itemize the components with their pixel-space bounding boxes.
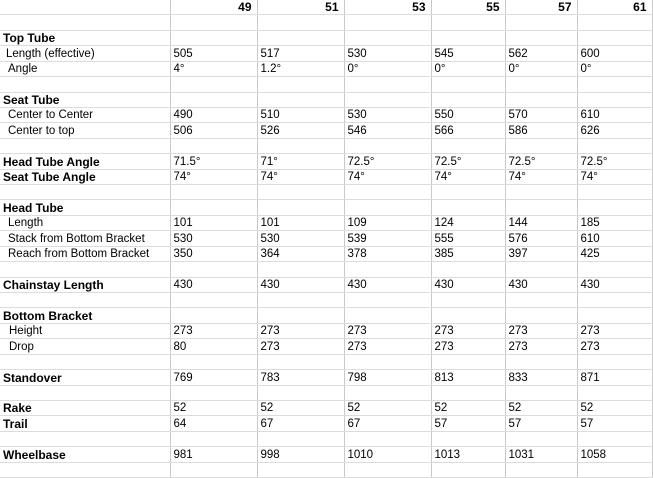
value-cell[interactable]: 430	[505, 277, 577, 292]
row-label[interactable]: Length (effective)	[0, 46, 170, 61]
value-cell[interactable]: 517	[257, 46, 344, 61]
table-row-seat-tube	[0, 92, 652, 107]
empty-cell[interactable]	[431, 431, 505, 446]
table-row-chainstay-length	[0, 277, 652, 292]
empty-cell[interactable]	[0, 15, 170, 30]
section-label[interactable]: Top Tube	[0, 30, 170, 45]
value-cell[interactable]: 273	[431, 323, 505, 338]
value-cell[interactable]: 430	[431, 277, 505, 292]
blank-row	[0, 293, 652, 308]
empty-cell[interactable]	[344, 92, 431, 107]
empty-cell[interactable]	[431, 262, 505, 277]
table-row-length	[0, 215, 652, 230]
value-cell[interactable]: 526	[257, 123, 344, 138]
value-cell[interactable]: 273	[344, 323, 431, 338]
row-label[interactable]: Drop	[0, 339, 170, 354]
value-cell[interactable]: 530	[344, 46, 431, 61]
table-row-stack-from-bottom-bracket	[0, 231, 652, 246]
value-cell[interactable]: 185	[577, 215, 652, 230]
section-label[interactable]: Seat Tube	[0, 92, 170, 107]
empty-cell[interactable]	[257, 185, 344, 200]
blank-row	[0, 185, 652, 200]
empty-cell[interactable]	[577, 15, 652, 30]
value-cell[interactable]: 783	[257, 370, 344, 385]
value-cell[interactable]: 72.5°	[344, 154, 431, 169]
empty-cell[interactable]	[257, 431, 344, 446]
empty-cell[interactable]	[431, 77, 505, 92]
empty-cell[interactable]	[505, 15, 577, 30]
empty-cell[interactable]	[505, 308, 577, 323]
value-cell[interactable]: 72.5°	[505, 154, 577, 169]
blank-row	[0, 138, 652, 153]
value-cell[interactable]: 0°	[344, 61, 431, 76]
empty-cell[interactable]	[505, 185, 577, 200]
empty-cell[interactable]	[505, 462, 577, 477]
empty-cell[interactable]	[344, 15, 431, 30]
empty-cell[interactable]	[577, 30, 652, 45]
value-cell[interactable]: 600	[577, 46, 652, 61]
empty-cell[interactable]	[344, 185, 431, 200]
value-cell[interactable]: 74°	[257, 169, 344, 184]
value-cell[interactable]: 52	[170, 400, 257, 415]
value-cell[interactable]: 798	[344, 370, 431, 385]
empty-cell[interactable]	[431, 30, 505, 45]
empty-cell[interactable]	[170, 77, 257, 92]
value-cell[interactable]: 144	[505, 215, 577, 230]
size-header-51[interactable]: 51	[257, 0, 344, 15]
row-label[interactable]: Stack from Bottom Bracket	[0, 231, 170, 246]
section-label[interactable]: Trail	[0, 416, 170, 431]
value-cell[interactable]: 74°	[170, 169, 257, 184]
value-cell[interactable]: 52	[257, 400, 344, 415]
empty-cell[interactable]	[344, 462, 431, 477]
empty-cell[interactable]	[0, 293, 170, 308]
empty-cell[interactable]	[505, 200, 577, 215]
table-row-reach-from-bottom-bracket	[0, 246, 652, 261]
blank-row	[0, 15, 652, 30]
empty-cell[interactable]	[431, 185, 505, 200]
empty-cell[interactable]	[257, 354, 344, 369]
empty-cell[interactable]	[431, 200, 505, 215]
value-cell[interactable]: 586	[505, 123, 577, 138]
value-cell[interactable]: 626	[577, 123, 652, 138]
value-cell[interactable]: 101	[170, 215, 257, 230]
value-cell[interactable]: 510	[257, 107, 344, 122]
empty-cell[interactable]	[344, 308, 431, 323]
value-cell[interactable]: 71°	[257, 154, 344, 169]
empty-cell[interactable]	[170, 30, 257, 45]
value-cell[interactable]: 813	[431, 370, 505, 385]
size-header-55[interactable]: 55	[431, 0, 505, 15]
value-cell[interactable]: 998	[257, 447, 344, 462]
value-cell[interactable]: 430	[170, 277, 257, 292]
row-label[interactable]: Length	[0, 215, 170, 230]
table-row-trail	[0, 416, 652, 431]
empty-cell[interactable]	[577, 185, 652, 200]
value-cell[interactable]: 52	[505, 400, 577, 415]
empty-cell[interactable]	[170, 308, 257, 323]
empty-cell[interactable]	[577, 431, 652, 446]
value-cell[interactable]: 490	[170, 107, 257, 122]
table-row-center-to-top	[0, 123, 652, 138]
size-header-61[interactable]: 61	[577, 0, 652, 15]
value-cell[interactable]: 769	[170, 370, 257, 385]
row-label[interactable]: Center to top	[0, 123, 170, 138]
empty-cell[interactable]	[170, 262, 257, 277]
value-cell[interactable]: 64	[170, 416, 257, 431]
empty-cell[interactable]	[0, 462, 170, 477]
value-cell[interactable]: 610	[577, 107, 652, 122]
value-cell[interactable]: 0°	[505, 61, 577, 76]
value-cell[interactable]: 52	[431, 400, 505, 415]
empty-cell[interactable]	[257, 385, 344, 400]
empty-cell[interactable]	[170, 92, 257, 107]
size-header-49[interactable]: 49	[170, 0, 257, 15]
empty-cell[interactable]	[257, 200, 344, 215]
value-cell[interactable]: 67	[344, 416, 431, 431]
empty-cell[interactable]	[431, 462, 505, 477]
value-cell[interactable]: 610	[577, 231, 652, 246]
empty-cell[interactable]	[505, 293, 577, 308]
empty-cell[interactable]	[170, 354, 257, 369]
empty-cell[interactable]	[505, 262, 577, 277]
section-label[interactable]: Seat Tube Angle	[0, 169, 170, 184]
value-cell[interactable]: 67	[257, 416, 344, 431]
empty-cell[interactable]	[505, 77, 577, 92]
empty-cell[interactable]	[431, 308, 505, 323]
value-cell[interactable]: 124	[431, 215, 505, 230]
value-cell[interactable]: 273	[344, 339, 431, 354]
value-cell[interactable]: 80	[170, 339, 257, 354]
empty-cell[interactable]	[170, 431, 257, 446]
empty-cell[interactable]	[257, 308, 344, 323]
blank-row	[0, 431, 652, 446]
value-cell[interactable]: 570	[505, 107, 577, 122]
value-cell[interactable]: 550	[431, 107, 505, 122]
empty-cell[interactable]	[0, 385, 170, 400]
empty-cell[interactable]	[257, 293, 344, 308]
empty-cell[interactable]	[257, 77, 344, 92]
row-label[interactable]: Reach from Bottom Bracket	[0, 246, 170, 261]
empty-cell[interactable]	[431, 15, 505, 30]
empty-cell[interactable]	[577, 77, 652, 92]
empty-cell[interactable]	[577, 293, 652, 308]
empty-cell[interactable]	[170, 200, 257, 215]
value-cell[interactable]: 505	[170, 46, 257, 61]
empty-cell[interactable]	[257, 138, 344, 153]
value-cell[interactable]: 562	[505, 46, 577, 61]
blank-row	[0, 385, 652, 400]
empty-cell[interactable]	[170, 385, 257, 400]
value-cell[interactable]: 1.2°	[257, 61, 344, 76]
value-cell[interactable]: 1013	[431, 447, 505, 462]
value-cell[interactable]: 539	[344, 231, 431, 246]
empty-cell[interactable]	[505, 92, 577, 107]
header-row	[0, 0, 652, 15]
empty-cell[interactable]	[170, 293, 257, 308]
value-cell[interactable]: 566	[431, 123, 505, 138]
empty-cell[interactable]	[505, 138, 577, 153]
corner-cell[interactable]	[0, 0, 170, 15]
table-row-standover	[0, 370, 652, 385]
table-row-center-to-center	[0, 107, 652, 122]
empty-cell[interactable]	[344, 385, 431, 400]
empty-cell[interactable]	[577, 138, 652, 153]
value-cell[interactable]: 364	[257, 246, 344, 261]
empty-cell[interactable]	[344, 354, 431, 369]
value-cell[interactable]: 1058	[577, 447, 652, 462]
table-row-top-tube	[0, 30, 652, 45]
value-cell[interactable]: 52	[577, 400, 652, 415]
empty-cell[interactable]	[577, 92, 652, 107]
value-cell[interactable]: 0°	[577, 61, 652, 76]
value-cell[interactable]: 52	[344, 400, 431, 415]
value-cell[interactable]: 430	[344, 277, 431, 292]
value-cell[interactable]: 0°	[431, 61, 505, 76]
empty-cell[interactable]	[577, 200, 652, 215]
value-cell[interactable]: 530	[257, 231, 344, 246]
empty-cell[interactable]	[344, 138, 431, 153]
value-cell[interactable]: 74°	[505, 169, 577, 184]
empty-cell[interactable]	[257, 15, 344, 30]
value-cell[interactable]: 101	[257, 215, 344, 230]
value-cell[interactable]: 385	[431, 246, 505, 261]
empty-cell[interactable]	[505, 30, 577, 45]
empty-cell[interactable]	[505, 385, 577, 400]
size-header-57[interactable]: 57	[505, 0, 577, 15]
value-cell[interactable]: 425	[577, 246, 652, 261]
empty-cell[interactable]	[577, 262, 652, 277]
value-cell[interactable]: 4°	[170, 61, 257, 76]
value-cell[interactable]: 530	[170, 231, 257, 246]
empty-cell[interactable]	[0, 185, 170, 200]
empty-cell[interactable]	[170, 15, 257, 30]
table-row-drop	[0, 339, 652, 354]
value-cell[interactable]: 71.5°	[170, 154, 257, 169]
value-cell[interactable]: 57	[505, 416, 577, 431]
blank-row	[0, 462, 652, 477]
value-cell[interactable]: 57	[431, 416, 505, 431]
value-cell[interactable]: 273	[577, 339, 652, 354]
table-row-rake	[0, 400, 652, 415]
empty-cell[interactable]	[344, 262, 431, 277]
row-label[interactable]: Angle	[0, 61, 170, 76]
table-row-head-tube-angle	[0, 154, 652, 169]
empty-cell[interactable]	[431, 138, 505, 153]
size-header-53[interactable]: 53	[344, 0, 431, 15]
empty-cell[interactable]	[0, 431, 170, 446]
empty-cell[interactable]	[344, 293, 431, 308]
section-label[interactable]: Rake	[0, 400, 170, 415]
value-cell[interactable]: 273	[505, 339, 577, 354]
value-cell[interactable]: 74°	[577, 169, 652, 184]
value-cell[interactable]: 350	[170, 246, 257, 261]
value-cell[interactable]: 273	[505, 323, 577, 338]
empty-cell[interactable]	[0, 77, 170, 92]
empty-cell[interactable]	[431, 354, 505, 369]
empty-cell[interactable]	[170, 462, 257, 477]
value-cell[interactable]: 109	[344, 215, 431, 230]
empty-cell[interactable]	[344, 200, 431, 215]
empty-cell[interactable]	[577, 354, 652, 369]
value-cell[interactable]: 545	[431, 46, 505, 61]
value-cell[interactable]: 430	[577, 277, 652, 292]
value-cell[interactable]: 506	[170, 123, 257, 138]
value-cell[interactable]: 74°	[431, 169, 505, 184]
value-cell[interactable]: 833	[505, 370, 577, 385]
value-cell[interactable]: 397	[505, 246, 577, 261]
blank-row	[0, 354, 652, 369]
value-cell[interactable]: 273	[170, 323, 257, 338]
blank-row	[0, 262, 652, 277]
empty-cell[interactable]	[577, 308, 652, 323]
row-label[interactable]: Height	[0, 323, 170, 338]
value-cell[interactable]: 273	[577, 323, 652, 338]
section-label[interactable]: Head Tube Angle	[0, 154, 170, 169]
value-cell[interactable]: 273	[431, 339, 505, 354]
table-row-angle	[0, 61, 652, 76]
empty-cell[interactable]	[344, 30, 431, 45]
empty-cell[interactable]	[431, 385, 505, 400]
empty-cell[interactable]	[0, 138, 170, 153]
section-label[interactable]: Bottom Bracket	[0, 308, 170, 323]
empty-cell[interactable]	[431, 92, 505, 107]
empty-cell[interactable]	[257, 30, 344, 45]
empty-cell[interactable]	[505, 431, 577, 446]
value-cell[interactable]: 1031	[505, 447, 577, 462]
empty-cell[interactable]	[170, 138, 257, 153]
value-cell[interactable]: 273	[257, 339, 344, 354]
table-row-seat-tube-angle	[0, 169, 652, 184]
value-cell[interactable]: 576	[505, 231, 577, 246]
empty-cell[interactable]	[577, 385, 652, 400]
table-row-wheelbase	[0, 447, 652, 462]
value-cell[interactable]: 430	[257, 277, 344, 292]
value-cell[interactable]: 74°	[344, 169, 431, 184]
value-cell[interactable]: 273	[257, 323, 344, 338]
value-cell[interactable]: 555	[431, 231, 505, 246]
section-label[interactable]: Wheelbase	[0, 447, 170, 462]
table-row-length-effective	[0, 46, 652, 61]
empty-cell[interactable]	[170, 185, 257, 200]
value-cell[interactable]: 378	[344, 246, 431, 261]
empty-cell[interactable]	[577, 462, 652, 477]
section-label[interactable]: Chainstay Length	[0, 277, 170, 292]
value-cell[interactable]: 546	[344, 123, 431, 138]
empty-cell[interactable]	[0, 354, 170, 369]
empty-cell[interactable]	[431, 293, 505, 308]
value-cell[interactable]: 57	[577, 416, 652, 431]
empty-cell[interactable]	[505, 354, 577, 369]
value-cell[interactable]: 72.5°	[577, 154, 652, 169]
table-row-height	[0, 323, 652, 338]
empty-cell[interactable]	[344, 431, 431, 446]
value-cell[interactable]: 72.5°	[431, 154, 505, 169]
empty-cell[interactable]	[257, 262, 344, 277]
section-label[interactable]: Standover	[0, 370, 170, 385]
row-label[interactable]: Center to Center	[0, 107, 170, 122]
value-cell[interactable]: 871	[577, 370, 652, 385]
empty-cell[interactable]	[344, 77, 431, 92]
value-cell[interactable]: 981	[170, 447, 257, 462]
empty-cell[interactable]	[257, 92, 344, 107]
empty-cell[interactable]	[257, 462, 344, 477]
table-row-head-tube	[0, 200, 652, 215]
value-cell[interactable]: 1010	[344, 447, 431, 462]
section-label[interactable]: Head Tube	[0, 200, 170, 215]
blank-row	[0, 77, 652, 92]
empty-cell[interactable]	[0, 262, 170, 277]
table-row-bottom-bracket	[0, 308, 652, 323]
value-cell[interactable]: 530	[344, 107, 431, 122]
